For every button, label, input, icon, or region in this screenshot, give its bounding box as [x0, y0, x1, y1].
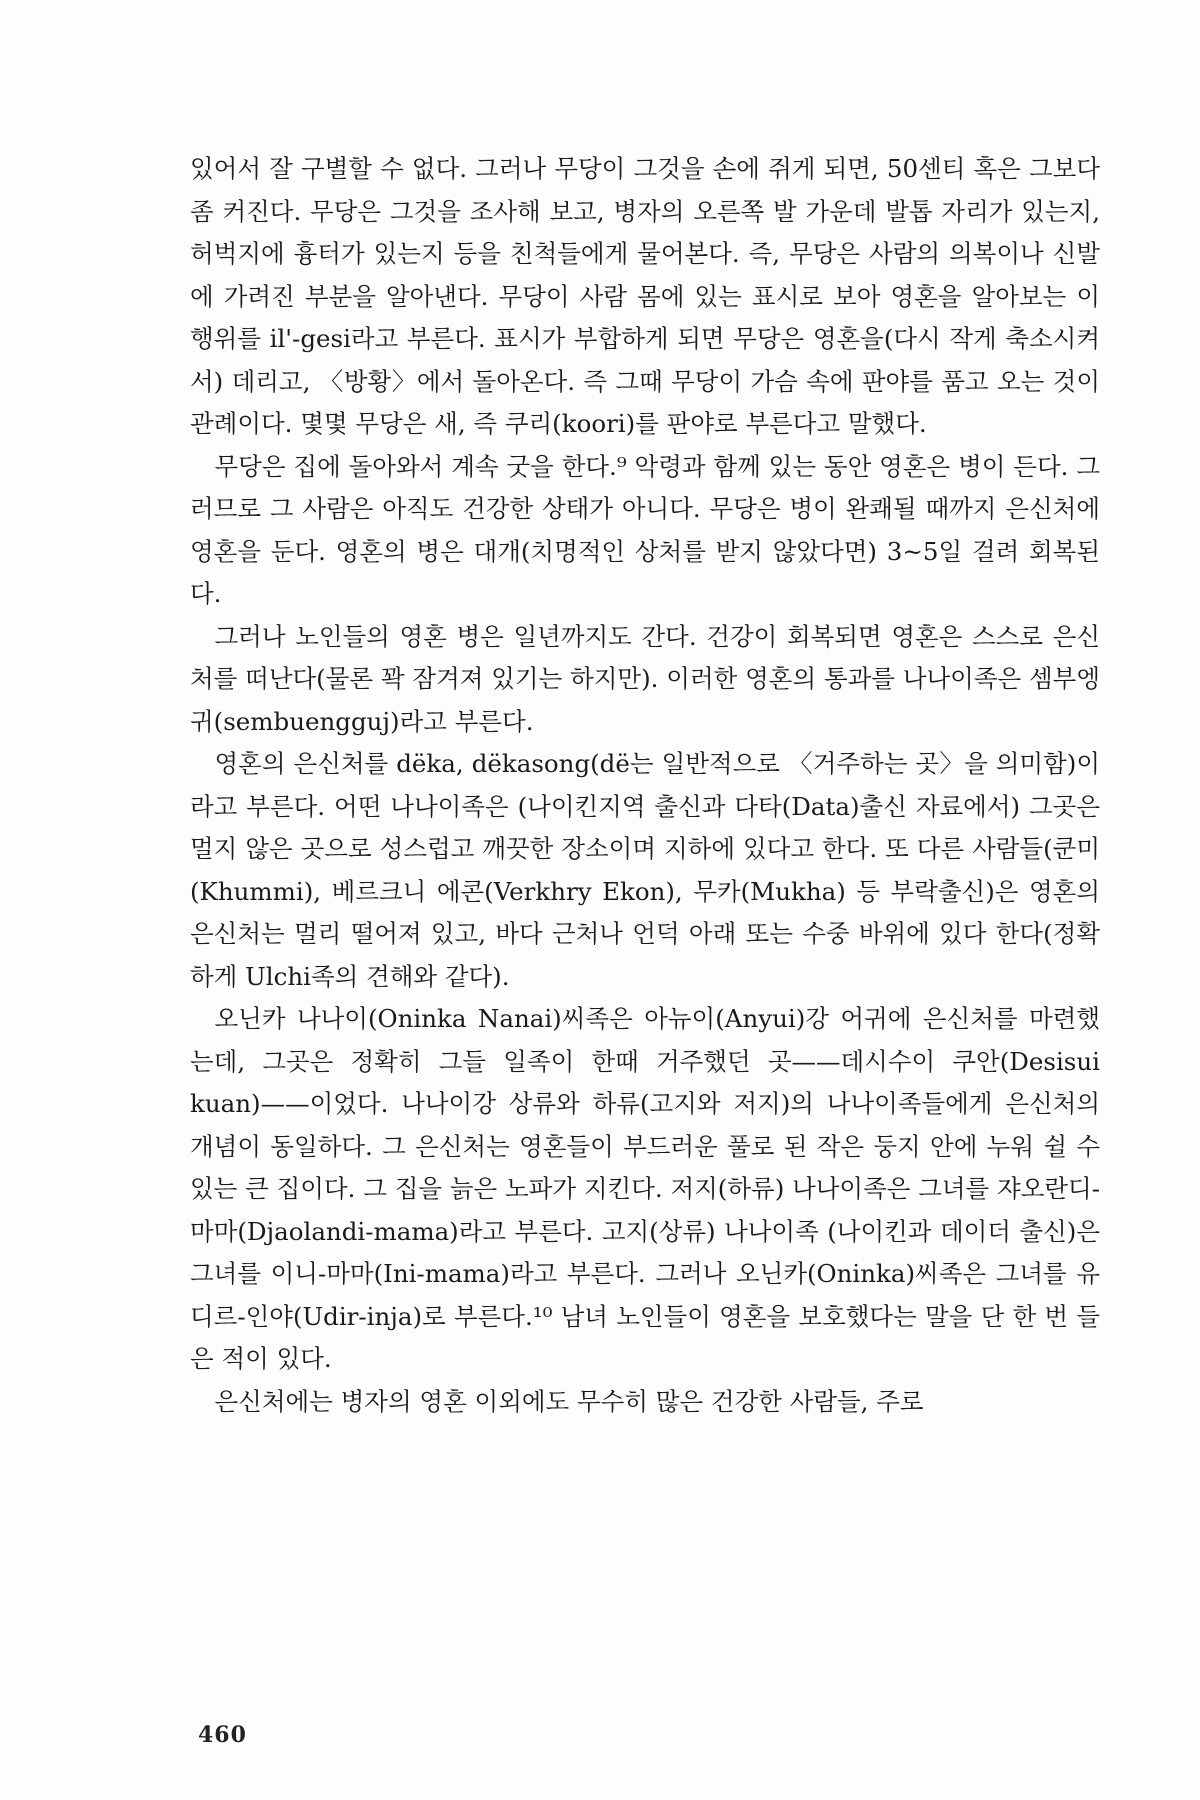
- paragraph-5: 오닌카 나나이(Oninka Nanai)씨족은 아뉴이(Anyui)강 어귀에 은신처를 마련했는데, 그곳은 정확히 그들 일족이 한때 거주했던 곳——데시수이 쿠안(Desisui kuan)——이었다. 나나이강 상류와 하류(고지와 저지)의 나나이족들에게 은신처의 개념이 동일하다. 그 은신처는 영혼들이 부드러운 풀로 된 작은 둥지 안에 누워 쉴 수 있는 큰 집이다. 그 집을 늙은 노파가 지킨다. 저지(하류) 나나이족은 그녀를 쟈오란디-마마(Djaolandi-mama)라고 부른다. 고지(상류) 나나이족 (나이킨과 데이더 출신)은 그녀를 이니-마마(Ini-mama)라고 부른다. 그러나 오닌카(Oninka)씨족은 그녀를 유디르-인야(Udir-inja)로 부른다.¹⁰ 남녀 노인들이 영혼을 보호했다는 말을 단 한 번 들은 적이 있다.: [190, 1004, 1100, 1373]
- paragraph-4: 영혼의 은신처를 dëka, dëkasong(dë는 일반적으로 〈거주하는 곳〉을 의미함)이라고 부른다. 어떤 나나이족은 (나이킨지역 출신과 다타(Data)출신 자료에서) 그곳은 멀지 않은 곳으로 성스럽고 깨끗한 장소이며 지하에 있다고 한다. 또 다른 사람들(쿤미(Khummi), 베르크니 에콘(Verkhry Ekon), 무카(Mukha) 등 부락출신)은 영혼의 은신처는 멀리 떨어져 있고, 바다 근처나 언덕 아래 또는 수중 바위에 있다 한다(정확하게 Ulchi족의 견해와 같다).: [190, 749, 1100, 991]
- paragraph-1: 있어서 잘 구별할 수 없다. 그러나 무당이 그것을 손에 쥐게 되면, 50센티 혹은 그보다 좀 커진다. 무당은 그것을 조사해 보고, 병자의 오른쪽 발 가운데 발톱 자리가 있는지, 허벅지에 흉터가 있는지 등을 친척들에게 물어본다. 즉, 무당은 사람의 의복이나 신발에 가려진 부분을 알아낸다. 무당이 사람 몸에 있는 표시로 보아 영혼을 알아보는 이 행위를 il'-gesi라고 부른다. 표시가 부합하게 되면 무당은 영혼을(다시 작게 축소시켜서) 데리고, 〈방황〉에서 돌아온다. 즉 그때 무당이 가슴 속에 판야를 품고 오는 것이 관례이다. 몇몇 무당은 새, 즉 쿠리(koori)를 판야로 부른다고 말했다.: [190, 154, 1100, 438]
- paragraph-3: 그러나 노인들의 영혼 병은 일년까지도 간다. 건강이 회복되면 영혼은 스스로 은신처를 떠난다(물론 꽉 잠겨져 있기는 하지만). 이러한 영혼의 통과를 나나이족은 셈부엥귀(sembuengguj)라고 부른다.: [190, 621, 1100, 736]
- body-text: [190, 148, 1100, 1423]
- page-number: 460: [198, 1722, 247, 1748]
- paragraph-2: 무당은 집에 돌아와서 계속 굿을 한다.⁹ 악령과 함께 있는 동안 영혼은 병이 든다. 그러므로 그 사람은 아직도 건강한 상태가 아니다. 무당은 병이 완쾌될 때까지 은신처에 영혼을 둔다. 영혼의 병은 대개(치명적인 상처를 받지 않았다면) 3~5일 걸려 회복된다.: [190, 451, 1100, 608]
- paragraph-6: 은신처에는 병자의 영혼 이외에도 무수히 많은 건강한 사람들, 주로: [214, 1386, 924, 1416]
